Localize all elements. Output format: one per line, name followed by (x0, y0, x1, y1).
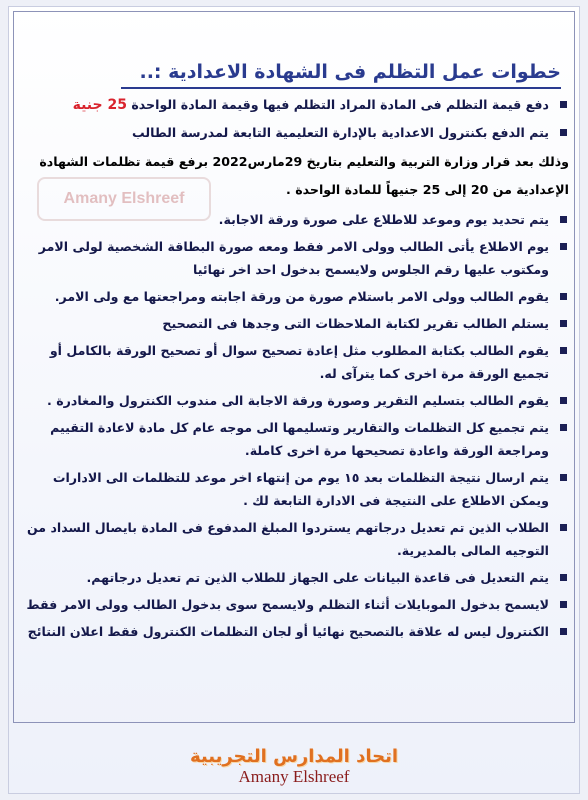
bullet-icon (560, 574, 567, 581)
bullet-icon (560, 424, 567, 431)
list-item (23, 121, 569, 144)
document-page (8, 6, 580, 794)
list-item-text: يتم التعديل فى قاعدة البيانات على الجهاز للطلاب الذين تم تعديل درجاتهم. (86, 570, 549, 585)
list-item (23, 593, 569, 616)
decision-notice: وذلك بعد قرار وزارة التربية والتعليم بتاريخ 29مارس2022 برفع قيمة تظلمات الشهادة الإعدادية من 20 إلى 25 جنيهاً للمادة الواحدة . (39, 154, 569, 197)
footer-organization: اتحاد المدارس التجريبية (189, 746, 398, 767)
list-item-text: لايسمح بدخول الموبايلات أثناء التظلم ولايسمح سوى بدخول الطالب وولى الامر فقط (26, 597, 549, 612)
list-item (23, 416, 569, 462)
list-item (23, 235, 569, 281)
list-item-text: يقوم الطالب وولى الامر باستلام صورة من ورقة اجابته ومراجعتها مع ولى الامر. (54, 289, 549, 304)
bullet-icon (560, 601, 567, 608)
list-item (23, 339, 569, 385)
bullet-icon (560, 524, 567, 531)
fee-highlight: 25 جنية (72, 97, 127, 113)
list-item-text: يقوم الطالب بتسليم التقرير وصورة ورقة الاجابة الى مندوب الكنترول والمغادرة . (47, 393, 549, 408)
list-item-text: يتم ارسال نتيجة التظلمات بعد ١٥ يوم من إنتهاء اخر موعد للتظلمات الى الادارات ويمكن الاطلاع على النتيجة فى الادارة التابعة لك . (52, 470, 549, 508)
steps-list (23, 93, 569, 647)
list-item-text: يستلم الطالب تقرير لكتابة الملاحظات التى وجدها فى التصحيح (162, 316, 549, 331)
list-item-text: يوم الاطلاع يأتى الطالب وولى الامر فقط ومعه صورة البطاقة الشخصية لولى الامر ومكتوب عليها رقم الجلوس ولايسمح بدخول احد اخر نهائيا (38, 239, 549, 277)
list-item (23, 312, 569, 335)
bullet-icon (560, 628, 567, 635)
list-item-text: يتم الدفع بكنترول الاعدادية بالإدارة التعليمية التابعة لمدرسة الطالب (132, 125, 549, 140)
list-item (23, 93, 569, 117)
page-title: خطوات عمل التظلم فى الشهادة الاعدادية :.. (139, 61, 561, 83)
list-item-text: يتم تحديد يوم وموعد للاطلاع على صورة ورقة الاجابة. (218, 212, 549, 227)
list-item (23, 566, 569, 589)
list-item-text: دفع قيمة التظلم فى المادة المراد التظلم فيها وقيمة المادة الواحدة (131, 97, 549, 112)
bullet-icon (560, 320, 567, 327)
list-item (23, 389, 569, 412)
list-item-text: يتم تجميع كل التظلمات والتقارير وتسليمها الى موجه عام كل مادة لاعادة التقييم ومراجعة الورقة واعادة تصحيحها مرة اخرى كاملة. (50, 420, 549, 458)
list-item (23, 620, 569, 643)
bullet-icon (560, 216, 567, 223)
bullet-icon (560, 474, 567, 481)
list-item-text: الكنترول ليس له علاقة بالتصحيح نهائيا أو لجان التظلمات الكنترول فقط اعلان النتائج (27, 624, 549, 639)
list-item-text: يقوم الطالب بكتابة المطلوب مثل إعادة تصحيح سوال أو تصحيح الورقة بالكامل أو تجميع الورقة مرة اخرى كما يترآى له. (49, 343, 549, 381)
bullet-icon (560, 243, 567, 250)
list-item (23, 466, 569, 512)
list-item (23, 516, 569, 562)
bullet-icon (560, 293, 567, 300)
bullet-icon (560, 101, 567, 108)
title-underline (121, 87, 561, 89)
watermark-text: Amany Elshreef (63, 190, 185, 207)
bullet-icon (560, 129, 567, 136)
bullet-icon (560, 347, 567, 354)
bullet-icon (560, 397, 567, 404)
list-item (23, 285, 569, 308)
list-item (23, 208, 569, 231)
list-item-text: الطلاب الذين تم تعديل درجاتهم يستردوا المبلغ المدفوع فى المادة بايصال السداد من التوجيه المالى بالمديرية. (26, 520, 549, 558)
footer-author: Amany Elshreef (238, 767, 350, 786)
